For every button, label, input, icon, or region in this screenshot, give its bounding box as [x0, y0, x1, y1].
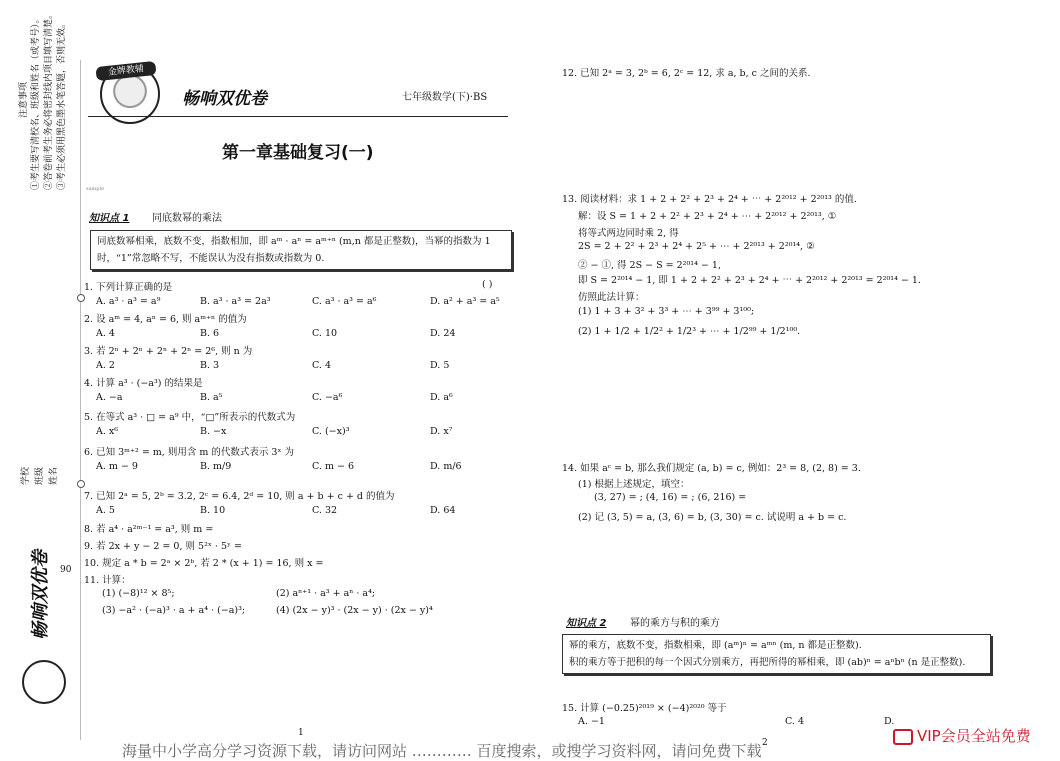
- kp1-label: 知识点 1: [89, 213, 130, 224]
- sidebar-mark: 90: [60, 565, 72, 575]
- bottom-banner-text: 海量中小学高分学习资源下载，请访问网站 ………… 百度搜索，或搜学习资料网，请问免费下载: [122, 742, 762, 760]
- option-c: C. (−x)³: [312, 426, 350, 437]
- q15-option-c: C. 4: [785, 716, 805, 727]
- vip-watermark[interactable]: [893, 716, 1060, 756]
- kp2-rule-2: 积的乘方等于把积的每一个因式分别乘方，再把所得的幂相乘，即 (ab)ⁿ = aⁿbⁿ (n 是正整数).: [569, 657, 966, 668]
- calc-3: (3) −a² · (−a)³ · a + a⁴ · (−a)³;: [102, 605, 246, 616]
- q13-line-2: 解：设 S = 1 + 2 + 2² + 2³ + 2⁴ + ⋯ + 2²⁰¹² + 2²⁰¹³, ①: [578, 211, 837, 222]
- fill-q10: 10. 规定 a * b = 2ᵃ × 2ᵇ, 若 2 * (x + 1) = 16, 则 x =: [84, 558, 324, 569]
- instruction-2: ②答卷前考生务必将密封线内项目填写清楚。: [44, 9, 54, 190]
- option-c: C. 4: [312, 360, 332, 371]
- option-b: B. 3: [200, 360, 220, 371]
- kp2-rule-1: 幂的乘方，底数不变，指数相乘，即 (aᵐ)ⁿ = aᵐⁿ (m, n 都是正整数).: [569, 640, 862, 651]
- fill-q8: 8. 若 a⁴ · a²ᵐ⁻¹ = a³, 则 m =: [84, 524, 214, 535]
- q14-line-4: (2) 记 (3, 5) = a, (3, 6) = b, (3, 30) = c. 试说明 a + b = c.: [578, 512, 847, 523]
- option-a: A. 2: [96, 360, 115, 371]
- option-d: D. a² + a³ = a⁵: [430, 296, 500, 307]
- q13-line-4: 2S = 2 + 2² + 2³ + 2⁴ + 2⁵ + ⋯ + 2²⁰¹³ + 2²⁰¹⁴, ②: [578, 241, 815, 252]
- option-a: A. x⁶: [96, 426, 119, 437]
- q15-option-a: A. −1: [578, 716, 605, 727]
- diamond-icon: [893, 729, 913, 745]
- binding-hole: [77, 480, 85, 488]
- question-3: 3. 若 2ⁿ + 2ⁿ + 2ⁿ + 2ⁿ = 2⁶, 则 n 为: [84, 346, 253, 357]
- option-c: C. 32: [312, 505, 338, 516]
- question-5: 5. 在等式 a³ · □ = a⁹ 中，“□”所表示的代数式为: [84, 412, 296, 423]
- brand-title: 畅响双优卷: [182, 89, 267, 109]
- school-label: 学校: [21, 466, 31, 485]
- option-a: A. m − 9: [96, 461, 138, 472]
- option-d: D. x⁷: [430, 426, 453, 437]
- question-4: 4. 计算 a³ · (−a³) 的结果是: [84, 378, 203, 389]
- binding-hole: [77, 294, 85, 302]
- question-1: 1. 下列计算正确的是: [84, 282, 173, 293]
- option-b: B. −x: [200, 426, 227, 437]
- header-rule: [88, 116, 508, 117]
- margin-line: [80, 60, 81, 740]
- vip-watermark-text: VIP会员全站免费: [917, 727, 1031, 745]
- notice-label: 注意事项: [19, 81, 29, 118]
- grade-label: 七年级数学(下)·BS: [402, 92, 488, 103]
- q13-line-7: 仿照此法计算：: [578, 292, 645, 303]
- chapter-title: 第一章基础复习(一): [222, 143, 374, 163]
- fill-q11: 11. 计算：: [84, 575, 131, 586]
- q14-line-1: 14. 如果 aᶜ = b, 那么我们规定 (a, b) = c, 例如：2³ = 8, (2, 8) = 3.: [562, 463, 861, 474]
- kp2-label: 知识点 2: [566, 618, 607, 629]
- option-b: B. m/9: [200, 461, 232, 472]
- sidebar-brand: 畅响双优卷: [30, 550, 51, 640]
- option-a: A. 4: [96, 328, 115, 339]
- name-label: 姓名: [49, 466, 59, 485]
- class-label: 班级: [35, 466, 45, 485]
- option-d: D. a⁶: [430, 392, 453, 403]
- option-a: A. 5: [96, 505, 115, 516]
- q13-line-3: 将等式两边同时乘 2, 得: [578, 228, 679, 239]
- option-c: C. m − 6: [312, 461, 355, 472]
- kp2-box: [562, 634, 991, 674]
- q13-line-6: 即 S = 2²⁰¹⁴ − 1, 即 1 + 2 + 2² + 2³ + 2⁴ + ⋯ + 2²⁰¹² + 2²⁰¹³ = 2²⁰¹⁴ − 1.: [578, 275, 921, 286]
- option-b: B. 10: [200, 505, 226, 516]
- sidebar-logo-icon: [22, 660, 66, 704]
- option-b: B. a³ · a³ = 2a³: [200, 296, 271, 307]
- option-a: A. −a: [96, 392, 123, 403]
- option-c: C. −a⁶: [312, 392, 343, 403]
- q13-line-9: (2) 1 + 1/2 + 1/2² + 1/2³ + ⋯ + 1/2⁹⁹ + 1/2¹⁰⁰.: [578, 326, 801, 337]
- question-6: 6. 已知 3ᵐ⁺² = m, 则用含 m 的代数式表示 3ˣ 为: [84, 447, 295, 458]
- right-page-number: 2: [762, 738, 768, 748]
- option-d: D. 24: [430, 328, 456, 339]
- option-d: D. m/6: [430, 461, 462, 472]
- kp1-box: 同底数幂相乘，底数不变，指数相加，即 aᵐ · aⁿ = aᵐ⁺ⁿ (m,n 都是正整数)，当幂的指数为 1 时，“1”常忽略不写，不能误认为没有指数或指数为 0.: [90, 230, 512, 270]
- calc-4: (4) (2x − y)³ · (2x − y) · (2x − y)⁴: [276, 605, 433, 616]
- question-12: 12. 已知 2ᵃ = 3, 2ᵇ = 6, 2ᶜ = 12, 求 a, b, c 之间的关系.: [562, 68, 811, 79]
- question-7: 7. 已知 2ᵃ = 5, 2ᵇ = 3.2, 2ᶜ = 6.4, 2ᵈ = 10, 则 a + b + c + d 的值为: [84, 491, 395, 502]
- kp1-title: 同底数幂的乘法: [152, 213, 222, 224]
- calc-2: (2) aⁿ⁺¹ · a³ + aⁿ · a⁴;: [276, 588, 376, 599]
- fill-q9: 9. 若 2x + y − 2 = 0, 则 5²ˣ · 5ʸ =: [84, 541, 243, 552]
- q13-line-1: 13. 阅读材料：求 1 + 2 + 2² + 2³ + 2⁴ + ⋯ + 2²⁰¹² + 2²⁰¹³ 的值.: [562, 194, 857, 205]
- instruction-3: ③考生必须用黑色墨水笔答题，否则无效。: [57, 18, 67, 190]
- option-d: D. 64: [430, 505, 456, 516]
- instruction-1: ①考生要写清校名、班级和姓名（或考号）。: [31, 14, 41, 190]
- q13-line-5: ② − ①, 得 2S − S = 2²⁰¹⁴ − 1,: [578, 260, 721, 271]
- option-b: B. 6: [200, 328, 220, 339]
- q14-line-2: (1) 根据上述规定，填空：: [578, 479, 690, 490]
- tiny-note: sample: [86, 186, 105, 192]
- option-a: A. a³ · a³ = a⁹: [96, 296, 161, 307]
- kp2-title: 幂的乘方与积的乘方: [630, 618, 720, 629]
- option-c: C. 10: [312, 328, 338, 339]
- question-15: 15. 计算 (−0.25)²⁰¹⁹ × (−4)²⁰²⁰ 等于: [562, 703, 727, 714]
- logo-banner: 金牌教辅: [95, 61, 156, 81]
- q13-line-8: (1) 1 + 3 + 3² + 3³ + ⋯ + 3⁹⁹ + 3¹⁰⁰;: [578, 306, 755, 317]
- q14-line-3: (3, 27) = ; (4, 16) = ; (6, 216) =: [594, 492, 747, 503]
- calc-1: (1) (−8)¹² × 8⁵;: [102, 588, 175, 599]
- answer-paren: ( ): [482, 279, 493, 290]
- option-b: B. a⁵: [200, 392, 223, 403]
- question-2: 2. 设 aᵐ = 4, aⁿ = 6, 则 aᵐ⁺ⁿ 的值为: [84, 314, 247, 325]
- left-page-number: 1: [298, 728, 304, 738]
- option-c: C. a³ · a³ = a⁶: [312, 296, 377, 307]
- q15-option-d: D.: [884, 716, 895, 727]
- option-d: D. 5: [430, 360, 450, 371]
